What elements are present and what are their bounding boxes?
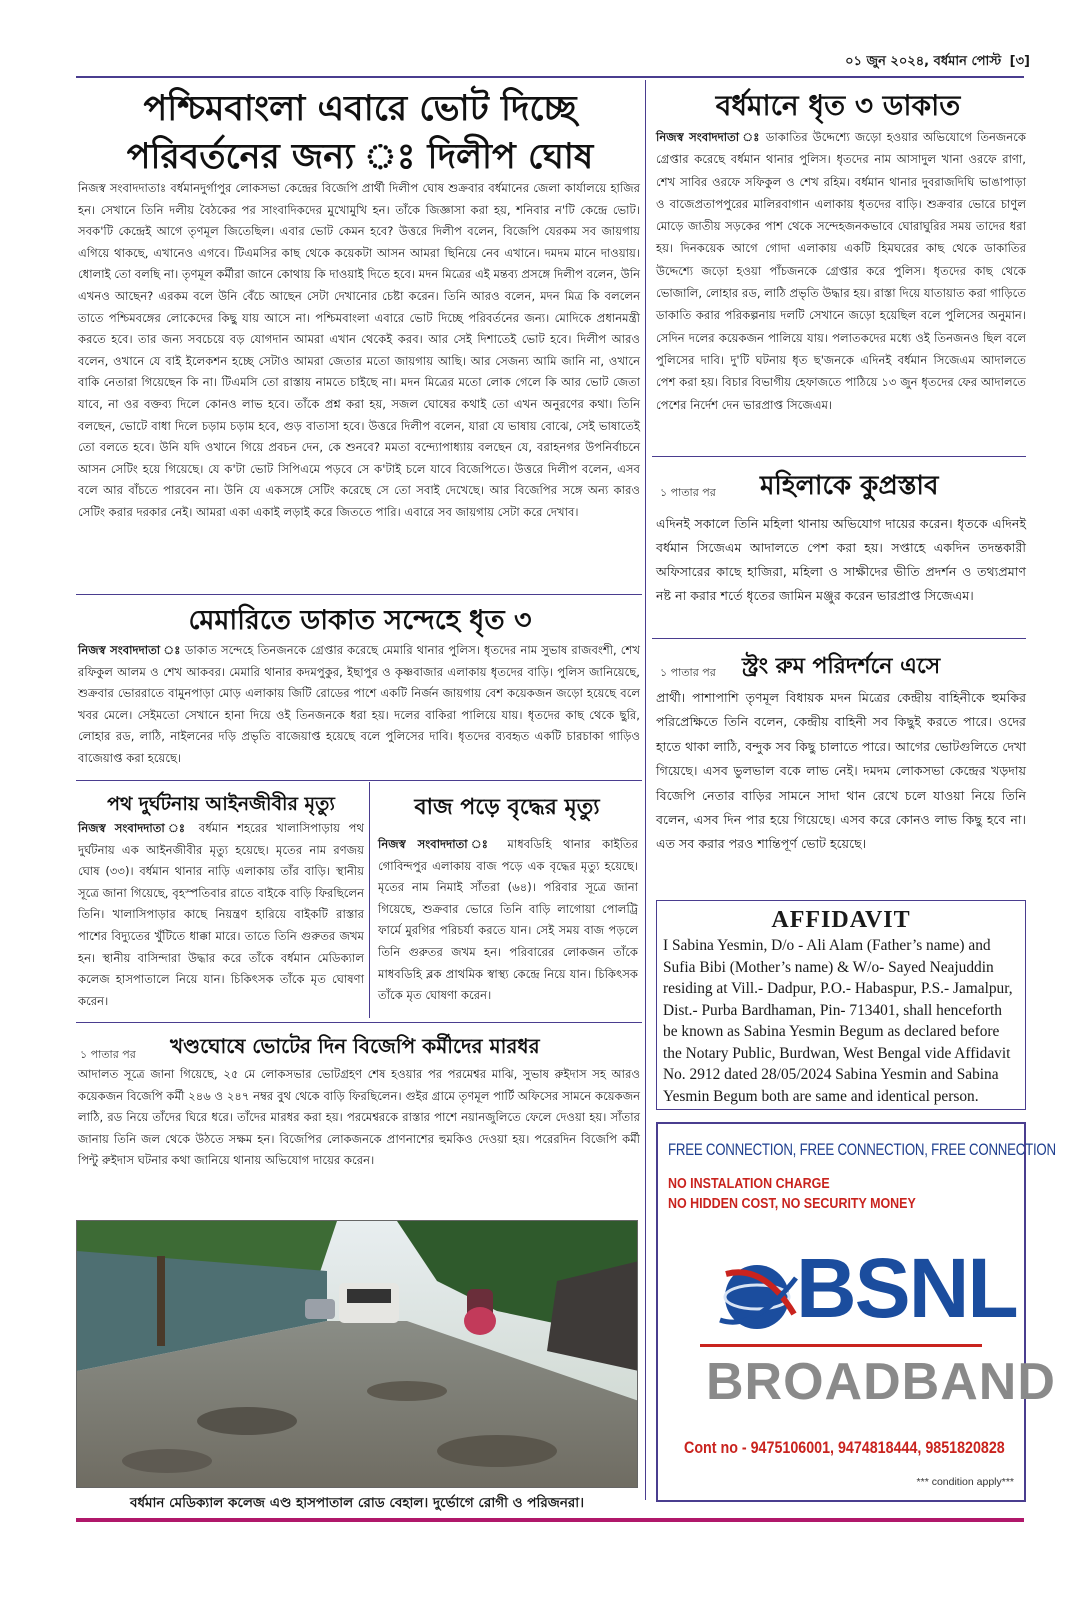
ad-condition: *** condition apply*** [916, 1476, 1014, 1488]
dateline: ০১ জুন ২০২৪, বর্ধমান পোস্ট [845, 54, 1002, 69]
lightning-byline: নিজস্ব সংবাদদাতা ঃ [378, 837, 496, 851]
ad-divider [700, 1344, 982, 1347]
woman-headline: মহিলাকে কুপ্রস্তাব [760, 471, 939, 501]
strongroom-body: প্রার্থী। পাশাপাশি তৃণমূল বিধায়ক মদন মিত্রের কেন্দ্রীয় বাহিনীকে হুমকির পরিপ্রেক্ষিতে তিনি বলেন, কেন্দ্রীয় বাহিনী সব কিছুই করতে পারে। ওদের হাতে থাকা লাঠি, বন্দুক সব কিছু চালাতে পারে। আগের ভোটগুলিতে দেখা গিয়েছে। এসব ভুলভাল বকে লাভ নেই। দমদম লোকসভা কেন্দ্রের খড়দায় বিজেপি নেতার বাড়ির সামনে সাদা থান রেখে চলে যাওয়া নিয়ে তিনি বলেন, এসব দিন পার হয়ে গিয়েছে। এসব করে কোনও লাভ কিছু হবে না। এত সব করার পরও শান্তিপূর্ণ ভোট হয়েছে। [656, 690, 1026, 852]
affidavit-text: I Sabina Yesmin, D/o - Ali Alam (Father’s name) and Sufia Bibi (Mother’s name) & W/o- Sayed Neajuddin residing at Vill.- Dadpur, P.O.- Habaspur, P.S.- Jamalpur, Dist.- Purba Bardhaman, Pin- 713401, shall henceforth be known as Sabina Yesmin Begum as declared before the Notary Public, Burdwan, West Bengal vide Affidavit No. 2912 dated 28/05/2024 Sabina Yesmin and Sabina Yesmin Begum both are same and identical person. [663, 937, 1013, 1105]
affidavit-title: AFFIDAVIT [771, 907, 911, 933]
divider-mid [369, 782, 370, 1018]
rule-lead [76, 594, 642, 595]
dacoits-headline: বর্ধমানে ধৃত ৩ ডাকাত [715, 89, 961, 122]
page-number: [৩] [1009, 54, 1030, 69]
footer-rule [76, 1518, 1024, 1522]
bsnl-globe-icon [714, 1254, 800, 1340]
road-photo [76, 1220, 638, 1488]
lead-body: নিজস্ব সংবাদদাতাঃ বর্ধমানদুর্গাপুর লোকসভা কেন্দ্রের বিজেপি প্রার্থী দিলীপ ঘোষ শুক্রবার বর্ধমানের জেলা কার্যালয়ে হাজির হন। সেখানে তিনি দলীয় বৈঠকের পর সাংবাদিকদের মুখোমুখি হন। তাঁকে জিজ্ঞাসা করা হয়, শনিবার ন'টি কেন্দ্রে ভোট। সবক'টি কেন্দ্রেই আগে তৃণমূল জিতেছিল। এবার ভোট কেমন হবে? উত্তরে দিলীপ বলেন, বিজেপি যেরকম সব জায়গায় এগিয়ে থাকছে, এখানেও এগবে। টিএমসির কাছ থেকে কয়েকটা আসন আমরা ছিনিয়ে নেব এখানে। দমদম মানে দাওয়ায়। ধোলাই তো বলছি না। তৃণমূল কর্মীরা জানে কোথায় কি দাওয়াই দিতে হবে। মদন মিত্রের এই মন্তব্য প্রসঙ্গে দিলীপ বলেন, উনি এখনও আছেন? এরকম বলে উনি বেঁচে আছেন সেটা দেখানোর চেষ্টা করেন। তিনি আরও বলেন, মদন মিত্র কি বললেন তাতে পশ্চিমবঙ্গের লোকেদের কিছু যায় আসে না। পশ্চিমবাংলা এবারে ভোট দিচ্ছে পরিবর্তনের জন্য। মোদিকে প্রধানমন্ত্রী করতে হবে। তার জন্য সবচেয়ে বড় যোগদান আমরা এখান থেকেই করব। আর সেই দিশাতেই ভোট হবে। দিলীপ আরও বলেন, ওখানে যে বাই ইলেকশন হচ্ছে সেটাও আমরা জেতার মতো জায়গায় আছি। আর সেজন্য আমি জানি না, ওখানে বাকি নেতারা গিয়েছেন কি না। টিএমসি তো রাস্তায় নামতে চাইছে না। মদন মিত্রের মতো লোক গেলে কি আর ভোট জেতা যাবে, না ওর বক্তব্য দিলে কোনও লাভ হবে। তাঁকে প্রশ্ন করা হয়, সজল ঘোষের কথাই তো এখন অনুরণের কথা। তিনি বলছেন, ভোটে বাধা দিলে চড়াম চড়াম হবে, গুড় বাতাসা হবে। উত্তরে দিলীপ বলেন, যারা যে ভাষায় বোঝে, সেই ভাষাতেই তো বলতে হবে। উনি যদি ওখানে গিয়ে প্রবচন দেন, কে শুনবে? মমতা বন্দ্যোপাধ্যায় বলছেন যে, বরাহনগর উপনির্বাচনে আসন সেটিং হয়ে গিয়েছে। যে ক'টা ভোট সিপিএমে পড়বে সে ক'টাই চলে যাবে বিজেপিতে। উত্তরে দিলীপ বলেন, এসব বলে আর বাঁচতে পারবেন না। উনি যে একসঙ্গে সেটিং করেছে সে তো সবাই দেখেছে। আর বিজেপির সঙ্গে অন্য কারও সেটিং করার দরকার নেই। আমরা একা একাই লড়াই করে জিততে পারি। এবারে সব জায়গায় সেটা করে দেখাব। [78, 181, 640, 519]
lightning-headline: বাজ পড়ে বৃদ্ধের মৃত্যু [414, 794, 600, 820]
woman-body: এদিনই সকালে তিনি মহিলা থানায় অভিযোগ দায়ের করেন। ধৃতকে এদিনই বর্ধমান সিজেএম আদালতে পেশ করা হয়। সপ্তাহে একদিন তদন্তকারী অফিসারের কাছে হাজিরা, মহিলা ও সাক্ষীদের ভীতি প্রদর্শন ও তথ্যপ্রমাণ নষ্ট না করার শর্তে ধৃতের জামিন মঞ্জুর করেন ভারপ্রাপ্ত সিজেএম। [656, 516, 1026, 603]
khandaghosh-headline: খণ্ডঘোষে ভোটের দিন বিজেপি কর্মীদের মারধর [170, 1034, 540, 1058]
lawyer-text: বর্ধমান শহরের খালাসিপাড়ায় পথ দুর্ঘটনায় এক আইনজীবীর মৃত্যু হয়েছে। মৃতের নাম রণজয় ঘোষ (৩৩)। বর্ধমান থানার নাড়ি এলাকায় তাঁর বাড়ি। স্থানীয় সূত্রে জানা গিয়েছে, বৃহস্পতিবার রাতে বাইকে বাড়ি ফিরছিলেন তিনি। খালাসিপাড়ার কাছে নিয়ন্ত্রণ হারিয়ে বাইকটি রাস্তার পাশের বিদ্যুতের খুঁটিতে ধাক্কা মারে। তাতে তিনি গুরুতর জখম হন। স্থানীয় বাসিন্দারা উদ্ধার করে তাঁকে বর্ধমান মেডিক্যাল কলেজ হাসপাতালে নিয়ে যান। চিকিৎসক তাঁকে মৃত ঘোষণা করেন। [78, 821, 364, 1008]
lead-headline-2: পরিবর্তনের জন্য ঃ দিলীপ ঘোষ [126, 136, 594, 177]
woman-from-page: ১ পাতার পর [660, 486, 716, 499]
memari-text: ডাকাত সন্দেহে তিনজনকে গ্রেপ্তার করেছে মেমারি থানার পুলিস। ধৃতদের নাম সুভাষ রাজবংশী, শেখ রফিকুল আলম ও শেখ আকবর। মেমারি থানার কদমপুকুর, ইছাপুর ও কৃষ্ণবাজার এলাকায় ধৃতদের বাড়ি। পুলিস জানিয়েছে, শুক্রবার ভোররাতে বামুনপাড়া মোড় এলাকায় জিটি রোডের পাশে একটি নির্জন জায়গায় বেশ কয়েকজন জড়ো হয়েছে বলে খবর মেলে। সেইমতো সেখানে হানা দিয়ে ওই তিনজনকে ধরা হয়। দলের বাকিরা পালিয়ে যায়। ধৃতদের কাছ থেকে ছুরি, লোহার রড, লাঠি, নাইলনের দড়ি প্রভৃতি বাজেয়াপ্ত হয়েছে বলে পুলিসের দাবি। ধৃতদের ব্যবহৃত একটি চারচাকা গাড়িও বাজেয়াপ্ত করা হয়েছে। [78, 643, 640, 765]
lead-headline-1: পশ্চিমবাংলা এবারে ভোট দিচ্ছে [143, 88, 577, 129]
lawyer-headline: পথ দুর্ঘটনায় আইনজীবীর মৃত্যু [107, 793, 335, 815]
strongroom-headline: স্ট্রং রুম পরিদর্শনে এসে [742, 653, 941, 679]
ad-free-connection: FREE CONNECTION, FREE CONNECTION, FREE CONNECTION [668, 1140, 1056, 1159]
header-rule [76, 76, 1024, 78]
ad-line-2: NO HIDDEN COST, NO SECURITY MONEY [668, 1196, 916, 1212]
rule-memari [76, 780, 642, 781]
road-photo-image [77, 1221, 638, 1488]
rule-lower [76, 1022, 642, 1023]
lawyer-byline: নিজস্ব সংবাদদাতা ঃ [78, 821, 191, 835]
memari-byline: নিজস্ব সংবাদদাতা ঃ [78, 643, 181, 657]
lightning-body [378, 834, 638, 1007]
bsnl-product: BROADBAND [706, 1353, 1056, 1411]
lightning-text: মাধবডিহি থানার কাইতির গোবিন্দপুর এলাকায় বাজ পড়ে এক বৃদ্ধের মৃত্যু হয়েছে। মৃতের নাম নিমাই সাঁতরা (৬৪)। পরিবার সূত্রে জানা গিয়েছে, শুক্রবার ভোরে তিনি বাড়ি লাগোয়া পোলট্রি ফার্মে মুরগির পরিচর্যা করতে যান। সেই সময় বাজ পড়লে তিনি গুরুতর জখম হন। পরিবারের লোকজন তাঁকে মাধবডিহি ব্লক প্রাথমিক স্বাস্থ্য কেন্দ্রে নিয়ে যান। চিকিৎসক তাঁকে মৃত ঘোষণা করেন। [378, 837, 638, 1003]
bsnl-ad [656, 1122, 1056, 1502]
photo-caption: বর্ধমান মেডিক্যাল কলেজ এণ্ড হাসপাতাল রোড বেহাল। দুর্ভোগে রোগী ও পরিজনরা। [129, 1495, 585, 1511]
memari-body [78, 640, 640, 770]
bsnl-brand: BSNL [796, 1241, 1017, 1335]
rule-woman [652, 638, 1026, 639]
dacoits-body [656, 126, 1026, 416]
strongroom-from-page: ১ পাতার পর [660, 666, 716, 679]
page-header [760, 52, 1030, 74]
ad-line-1: NO INSTALATION CHARGE [668, 1176, 830, 1192]
column-divider [645, 80, 646, 1500]
lawyer-body [78, 818, 364, 1012]
memari-headline: মেমারিতে ডাকাত সন্দেহে ধৃত ৩ [188, 605, 532, 636]
affidavit-box [656, 900, 1026, 1110]
bsnl-logo [714, 1241, 1017, 1352]
khandaghosh-from-page: ১ পাতার পর [80, 1048, 136, 1061]
dacoits-text: ডাকাতির উদ্দেশ্যে জড়ো হওয়ার অভিযোগে তিনজনকে গ্রেপ্তার করেছে বর্ধমান থানার পুলিস। ধৃতদের নাম আসাদুল খানা ওরফে রাণা, শেখ সাবির ওরফে সফিকুল ও শেখ রহিম। বর্ধমান থানার দুবরাজদিঘি ভাঙাপাড়া ও বাজেপ্রতাপপুরের মালিরবাগান এলাকায় ধৃতদের বাড়ি। শুক্রবার ভোরে চাণুল মোড়ে জাতীয় সড়কের পাশ থেকে সন্দেহজনকভাবে ঘোরাঘুরির সময় তাদের ধরা হয়। দিনকয়েক আগে গোদা এলাকায় একটি হিমঘরের কাছ থেকে ডাকাতির উদ্দেশ্যে জড়ো হওয়া পাঁচজনকে গ্রেপ্তার করে পুলিস। ধৃতদের কাছ থেকে ভোজালি, লোহার রড, লাঠি প্রভৃতি উদ্ধার হয়। রাস্তা দিয়ে যাতায়াত করা গাড়িতে ডাকাতি করার পরিকল্পনায় দলটি সেখানে জড়ো হয়েছিল বলে পুলিসের অনুমান। সেদিন দলের কয়েকজন পালিয়ে যায়। পলাতকদের মধ্যে ওই তিনজনও ছিল বলে পুলিসের দাবি। দু'টি ঘটনায় ধৃত ছ'জনকে এদিনই বর্ধমান সিজেএম আদালতে পেশ করা হয়। বিচার বিভাগীয় হেফাজতে পাঠিয়ে ১৩ জুন ধৃতদের ফের আদালতে পেশের নির্দেশ দেন ভারপ্রাপ্ত সিজেএম। [656, 130, 1027, 412]
dacoits-byline: নিজস্ব সংবাদদাতা ঃ [656, 130, 761, 144]
ad-contact: Cont no - 9475106001, 9474818444, 9851820828 [684, 1438, 1005, 1457]
khandaghosh-body: আদালত সূত্রে জানা গিয়েছে, ২৫ মে লোকসভার ভোটগ্রহণ শেষ হওয়ার পর পরমেশ্বর মাঝি, সুভাষ রুইদাস সহ আরও কয়েকজন বিজেপি কর্মী ২৪৬ ও ২৪৭ নম্বর বুথ থেকে বাড়ি ফিরছিলেন। গুইর গ্রামে তৃণমূল পার্টি অফিসের সামনে কয়েকজন লাঠি, রড নিয়ে তাঁদের ঘিরে ধরে। তাঁদের মারধর করা হয়। পরমেশ্বরকে রাস্তার পাশে নয়ানজুলিতে ফেলে দেওয়া হয়। সাঁতার জানায় তিনি জল থেকে উঠতে সক্ষম হন। বিজেপির লোকজনকে প্রাণনাশের হুমকিও দেওয়া হয়। পরেরদিন বিজেপি কর্মী পিন্টু রুইদাস ঘটনার কথা জানিয়ে থানায় অভিযোগ দায়ের করেন। [78, 1067, 640, 1168]
rule-dacoits [652, 456, 1026, 457]
